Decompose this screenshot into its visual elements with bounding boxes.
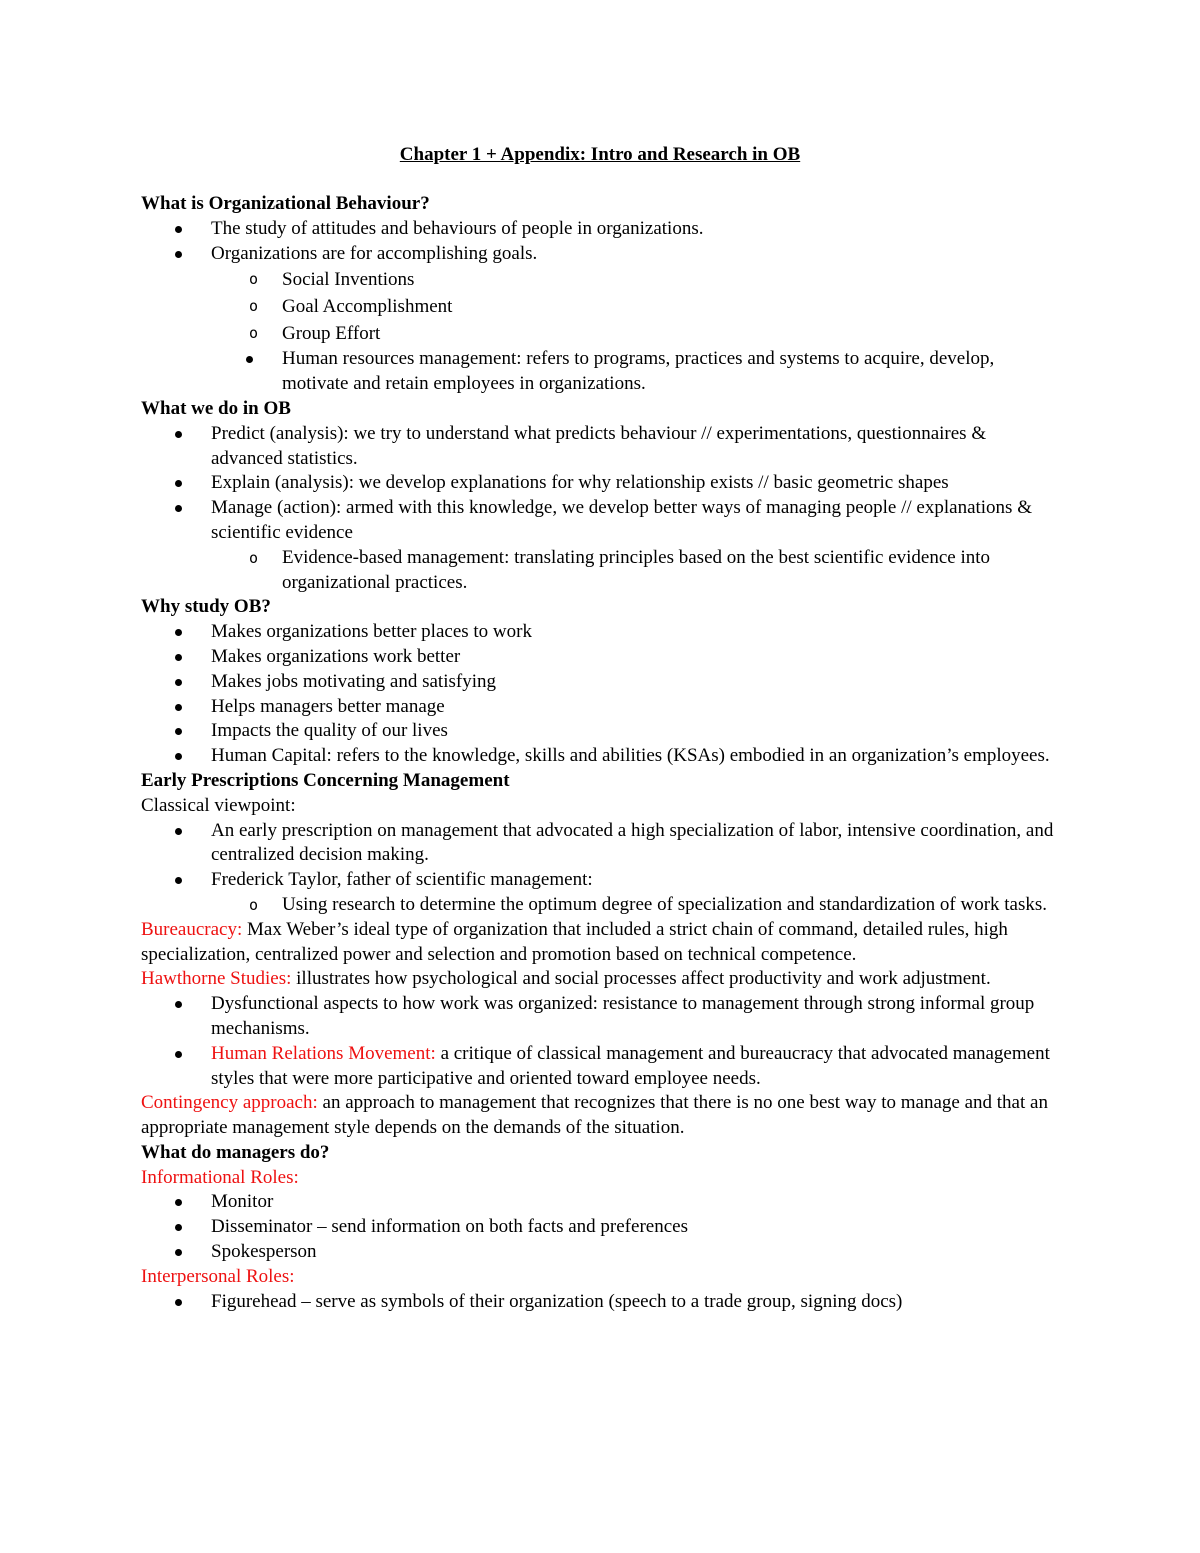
list-item: Human Capital: refers to the knowledge, skills and abilities (KSAs) embodied in an organization’s employees. (141, 744, 1061, 769)
list-item: An early prescription on management that advocated a high specialization of labor, intensive coordination, and centralized decision making. (141, 819, 1061, 869)
term-bureaucracy: Bureaucracy: (141, 918, 243, 940)
list-item (141, 1042, 1061, 1092)
list-item: Figurehead – serve as symbols of their organization (speech to a trade group, signing docs) (141, 1290, 1061, 1315)
sub-list-item: o Group Effort (141, 320, 1061, 347)
section-heading-managers-do: What do managers do? (141, 1141, 330, 1163)
definition-text: a critique of classical management and bureaucracy that advocated management styles that were more participative and oriented toward employee needs. (211, 1042, 1050, 1089)
bullet-list (141, 1290, 1061, 1315)
list-item: Impacts the quality of our lives (141, 719, 1061, 744)
bullet-list (141, 422, 1061, 596)
list-item: Predict (analysis): we try to understand what predicts behaviour // experimentations, questionnaires & advanced statistics. (141, 422, 1061, 472)
list-item: Makes jobs motivating and satisfying (141, 670, 1061, 695)
bullet-list (141, 217, 1061, 397)
bullet-list (141, 620, 1061, 769)
document-body (141, 192, 1061, 1314)
informational-roles-label: Informational Roles: (141, 1166, 299, 1188)
bureaucracy-definition (141, 918, 1061, 968)
sub-list-item: o Evidence-based management: translating principles based on the best scientific evidence into organizational practices. (141, 546, 1061, 596)
term-contingency: Contingency approach: (141, 1092, 318, 1114)
list-item: Monitor (141, 1190, 1061, 1215)
list-item: Makes organizations better places to work (141, 620, 1061, 645)
hawthorne-definition (141, 967, 1061, 992)
classical-viewpoint-label: Classical viewpoint: (141, 794, 296, 816)
list-item: Spokesperson (141, 1240, 1061, 1265)
sub-list-item: o Social Inventions (141, 266, 1061, 293)
sub-list-item: o Using research to determine the optimum degree of specialization and standardization of work tasks. (141, 893, 1061, 918)
list-item: The study of attitudes and behaviours of people in organizations. (141, 217, 1061, 242)
bullet-list (141, 1190, 1061, 1264)
list-item: Dysfunctional aspects to how work was organized: resistance to management through strong informal group mechanisms. (141, 992, 1061, 1042)
interpersonal-roles-label: Interpersonal Roles: (141, 1265, 295, 1287)
term-hawthorne: Hawthorne Studies: (141, 968, 292, 990)
list-item: Frederick Taylor, father of scientific management: (141, 868, 1061, 893)
definition-text: an approach to management that recognizes that there is no one best way to manage and that an appropriate management style depends on the demands of the situation. (141, 1092, 1048, 1139)
list-item: Disseminator – send information on both facts and preferences (141, 1215, 1061, 1240)
contingency-definition (141, 1091, 1061, 1141)
section-heading-what-is-ob: What is Organizational Behaviour? (141, 193, 430, 214)
bullet-list (141, 992, 1061, 1091)
bullet-list (141, 819, 1061, 918)
list-item: Helps managers better manage (141, 695, 1061, 720)
list-item: Organizations are for accomplishing goals. (141, 242, 1061, 267)
term-human-relations: Human Relations Movement: (211, 1042, 436, 1064)
section-heading-what-we-do: What we do in OB (141, 397, 291, 419)
section-heading-early-prescriptions: Early Prescriptions Concerning Management (141, 769, 510, 791)
sub-list-item: o Goal Accomplishment (141, 293, 1061, 320)
page-title: Chapter 1 + Appendix: Intro and Research in OB (399, 144, 801, 165)
sub-list-item: Human resources management: refers to programs, practices and systems to acquire, develop, motivate and retain employees in organizations. (141, 347, 1061, 397)
list-item: Explain (analysis): we develop explanations for why relationship exists // basic geometric shapes (141, 471, 1061, 496)
definition-text: Max Weber’s ideal type of organization that included a strict chain of command, detailed rules, high specialization, centralized power and selection and promotion based on technical competence. (141, 918, 1008, 965)
section-heading-why-study: Why study OB? (141, 596, 271, 618)
definition-text: illustrates how psychological and social processes affect productivity and work adjustment. (291, 968, 991, 990)
list-item: Manage (action): armed with this knowledge, we develop better ways of managing people // explanations & scientific evidence (141, 496, 1061, 546)
list-item: Makes organizations work better (141, 645, 1061, 670)
